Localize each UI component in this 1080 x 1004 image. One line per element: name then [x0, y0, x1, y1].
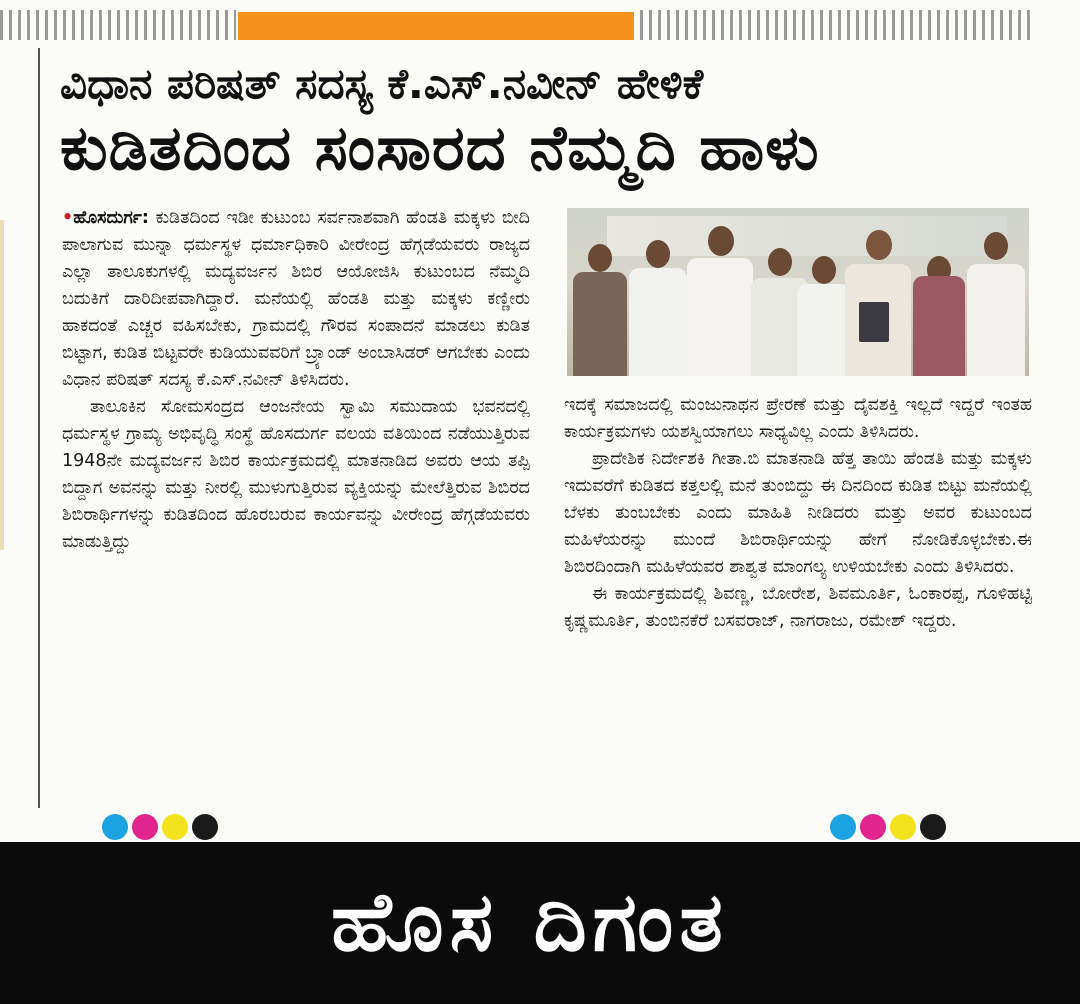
- brand-footer: [0, 842, 1080, 1004]
- adjacent-page-edge: [0, 220, 4, 550]
- registration-marks-right: [830, 814, 946, 840]
- registration-dot: [102, 814, 128, 840]
- person-figure: [965, 216, 1027, 376]
- article-paragraph: ಪ್ರಾದೇಶಿಕ ನಿರ್ದೇಶಕಿ ಗೀತಾ.ಬಿ ಮಾತನಾಡಿ ಹೆತ್ತ ತಾಯಿ ಹೆಂಡತಿ ಮತ್ತು ಮಕ್ಕಳು ಇದುವರೆಗೆ ಕುಡಿತದ ಕತ್ತಲಲ್ಲಿ ಮನೆ ತುಂಬಿದ್ದು ಈ ದಿನದಿಂದ ಕುಡಿತ ಬಿಟ್ಟು ಮನೆಯಲ್ಲಿ ಬೆಳಕು ತುಂಬಬೇಕು ಎಂದು ಮಾಹಿತಿ ನೀಡಿದರು ಮತ್ತು ಅವರ ಕುಟುಂಬದ ಮಹಿಳೆಯರನ್ನು ಮುಂದೆ ಶಿಬಿರಾರ್ಥಿಯನ್ನು ಹೇಗೆ ನೋಡಿಕೊಳ್ಳಬೇಕು.ಈ ಶಿಬಿರದಿಂದಾಗಿ ಮಹಿಳೆಯವರ ಶಾಶ್ವತ ಮಾಂಗಲ್ಯ ಉಳಿಯಬೇಕು ಎಂದು ತಿಳಿಸಿದರು.: [564, 449, 1032, 577]
- registration-dot: [162, 814, 188, 840]
- person-figure: [911, 226, 967, 376]
- registration-dot: [920, 814, 946, 840]
- framed-photo-gift: [859, 296, 889, 376]
- registration-marks-left: [102, 814, 218, 840]
- registration-dot: [860, 814, 886, 840]
- article-paragraph: [62, 205, 530, 394]
- registration-dot: [192, 814, 218, 840]
- registration-dot: [132, 814, 158, 840]
- article-column-left: [62, 205, 530, 556]
- article-kicker: ವಿಧಾನ ಪರಿಷತ್ ಸದಸ್ಯ ಕೆ.ಎಸ್.ನವೀನ್ ಹೇಳಿಕೆ: [60, 59, 704, 108]
- person-figure: [685, 216, 755, 376]
- registration-dot: [890, 814, 916, 840]
- newspaper-brand-name: ಹೊಸ ದಿಗಂತ: [331, 875, 729, 970]
- registration-dot: [830, 814, 856, 840]
- article-column-right: [564, 392, 1032, 635]
- article-paragraph: ಇದಕ್ಕೆ ಸಮಾಜದಲ್ಲಿ ಮಂಜುನಾಥನ ಪ್ರೇರಣೆ ಮತ್ತು ದೈವಶಕ್ತಿ ಇಲ್ಲದೆ ಇದ್ದರೆ ಇಂತಹ ಕಾರ್ಯಕ್ರಮಗಳು ಯಶಸ್ವಿಯಾಗಲು ಸಾಧ್ಯವಿಲ್ಲ ಎಂದು ತಿಳಿಸಿದರು.: [564, 395, 1032, 442]
- print-ruler-left: [0, 10, 236, 40]
- column-rule: [38, 48, 40, 808]
- person-figure: [571, 226, 629, 376]
- section-color-bar: [238, 12, 634, 40]
- person-figure: [627, 226, 689, 376]
- article-headline: ಕುಡಿತದಿಂದ ಸಂಸಾರದ ನೆಮ್ಮದಿ ಹಾಳು: [60, 111, 820, 184]
- print-ruler-right: [640, 10, 1030, 40]
- paragraph-text: ಕುಡಿತದಿಂದ ಇಡೀ ಕುಟುಂಬ ಸರ್ವನಾಶವಾಗಿ ಹೆಂಡತಿ ಮಕ್ಕಳು ಬೀದಿ ಪಾಲಾಗುವ ಮುನ್ನಾ ಧರ್ಮಸ್ಥಳ ಧರ್ಮಾಧಿಕಾರಿ ವೀರೇಂದ್ರ ಹೆಗ್ಗಡೆಯವರು ರಾಜ್ಯದ ಎಲ್ಲಾ ತಾಲೂಕುಗಳಲ್ಲಿ ಮದ್ಯವರ್ಜನ ಶಿಬಿರ ಆಯೋಜಿಸಿ ಕುಟುಂಬದ ನೆಮ್ಮದಿ ಬದುಕಿಗೆ ದಾರಿದೀಪವಾಗಿದ್ದಾರೆ. ಮನೆಯಲ್ಲಿ ಹೆಂಡತಿ ಮತ್ತು ಮಕ್ಕಳು ಕಣ್ಣೀರು ಹಾಕದಂತೆ ಎಚ್ಚರ ವಹಿಸಬೇಕು, ಗ್ರಾಮದಲ್ಲಿ ಗೌರವ ಸಂಪಾದನೆ ಮಾಡಲು ಕುಡಿತ ಬಿಟ್ಟಾಗ, ಕುಡಿತ ಬಿಟ್ಟವರೇ ಕುಡಿಯುವವರಿಗೆ ಬ್ರ್ಯಾಂಡ್ ಅಂಬಾಸಿಡರ್ ಆಗಬೇಕು ಎಂದು ವಿಧಾನ ಪರಿಷತ್ ಸದಸ್ಯ ಕೆ.ಎಸ್.ನವೀನ್ ತಿಳಿಸಿದರು.: [62, 208, 530, 390]
- event-photo: [567, 208, 1029, 376]
- article-dateline: ಹೊಸದುರ್ಗ:: [73, 208, 149, 228]
- article-paragraph: ಈ ಕಾರ್ಯಕ್ರಮದಲ್ಲಿ ಶಿವಣ್ಣ, ಬೋರೇಶ, ಶಿವಮೂರ್ತಿ, ಓಂಕಾರಪ್ಪ, ಗೂಳಿಹಟ್ಟಿ ಕೃಷ್ಣಮೂರ್ತಿ, ತುಂಬಿನಕೆರೆ ಬಸವರಾಜ್, ನಾಗರಾಜು, ರಮೇಶ್ ಇದ್ದರು.: [564, 584, 1032, 631]
- bullet-icon: •: [62, 208, 74, 228]
- article-paragraph: ತಾಲೂಕಿನ ಸೋಮಸಂದ್ರದ ಆಂಜನೇಯ ಸ್ವಾಮಿ ಸಮುದಾಯ ಭವನದಲ್ಲಿ ಧರ್ಮಸ್ಥಳ ಗ್ರಾಮ್ಯ ಅಭಿವೃದ್ಧಿ ಸಂಸ್ಥೆ ಹೊಸದುರ್ಗ ವಲಯ ವತಿಯಿಂದ ನಡೆಯುತ್ತಿರುವ 1948ನೇ ಮದ್ಯವರ್ಜನ ಶಿಬಿರ ಕಾರ್ಯಕ್ರಮದಲ್ಲಿ ಮಾತನಾಡಿದ ಅವರು ಆಯ ತಪ್ಪಿ ಬಿದ್ದಾಗ ಅವನನ್ನು ಮತ್ತು ನೀರಲ್ಲಿ ಮುಳುಗುತ್ತಿರುವ ವ್ಯಕ್ತಿಯನ್ನು ಮೇಲೆತ್ತಿರುವ ಶಿಬಿರದ ಶಿಬಿರಾರ್ಥಿಗಳನ್ನು ಕುಡಿತದಿಂದ ಹೊರಬರುವ ಕಾರ್ಯವನ್ನು ವೀರೇಂದ್ರ ಹೆಗ್ಗಡೆಯವರು ಮಾಡುತ್ತಿದ್ದು: [62, 397, 530, 552]
